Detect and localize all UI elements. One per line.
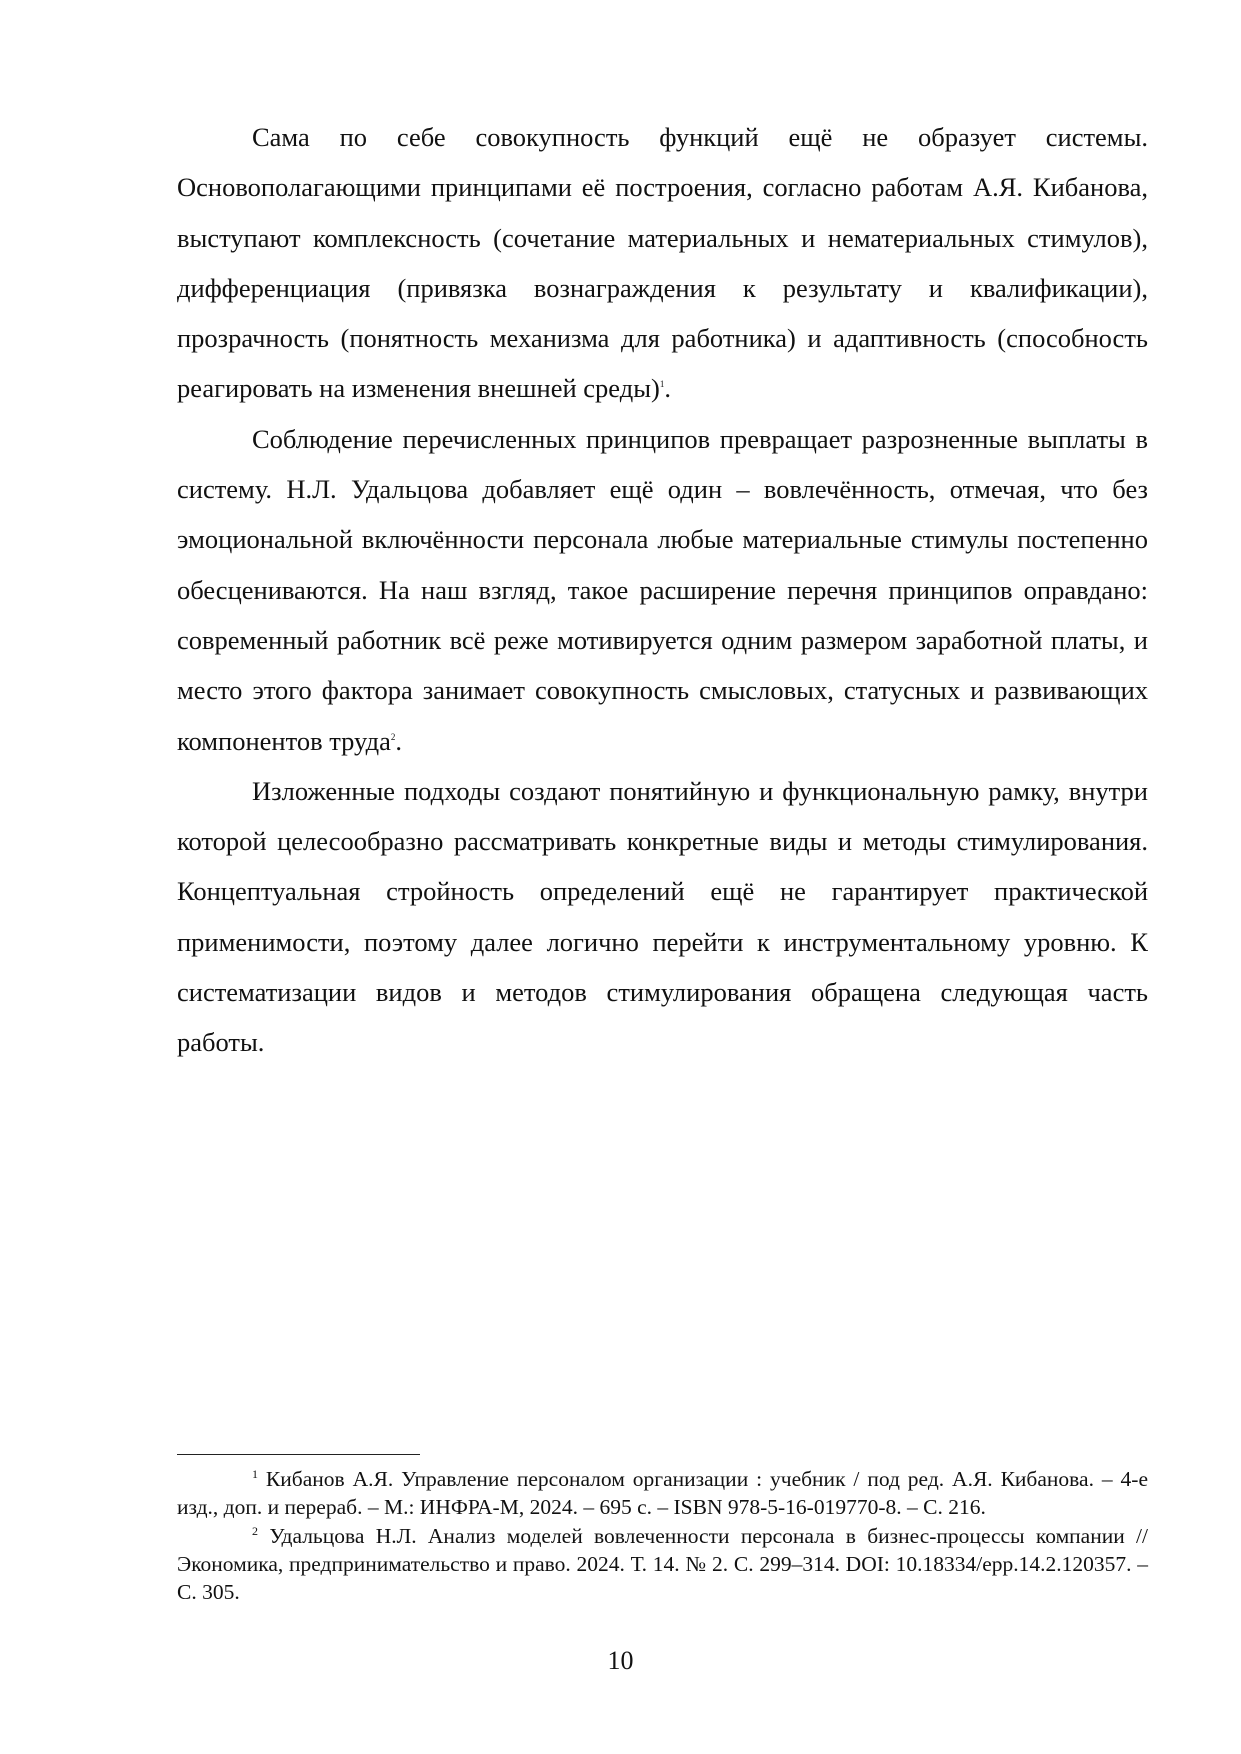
- footnotes-section: [177, 1454, 1148, 1606]
- paragraph-2-tail: .: [395, 725, 402, 756]
- paragraph-1-tail: .: [664, 373, 671, 404]
- paragraph-1: [177, 112, 1148, 414]
- page-number: 10: [607, 1646, 634, 1675]
- footnote-2-number: 2: [252, 1523, 258, 1538]
- footnote-2: [177, 1522, 1148, 1607]
- footnote-ref-2[interactable]: 2: [390, 731, 396, 742]
- paragraph-1-text: Сама по себе совокупность функций ещё не образует системы. Основополагающими принципами её построения, согласно работам А.Я. Кибанова, выступают комплексность (сочетание материальных и нематериальных стимулов), дифференциация (привязка вознаграждения к результату и квалификации), прозрачность (понятность механизма для работника) и адаптивность (способность реагировать на изменения внешней среды): [177, 122, 1148, 404]
- footnote-1-number: 1: [252, 1466, 258, 1481]
- footnote-1-text: Кибанов А.Я. Управление персоналом организации : учебник / под ред. А.Я. Кибанова. – 4-е изд., доп. и перераб. – М.: ИНФРА-М, 2024. – 695 с. – ISBN 978-5-16-019770-8. – С. 216.: [177, 1467, 1148, 1520]
- paragraph-3: [177, 766, 1148, 1068]
- footnote-ref-1[interactable]: 1: [659, 379, 665, 390]
- paragraph-2-text: Соблюдение перечисленных принципов превращает разрозненные выплаты в систему. Н.Л. Удальцова добавляет ещё один – вовлечённость, отмечая, что без эмоциональной включённости персонала любые материальные стимулы постепенно обесцениваются. На наш взгляд, такое расширение перечня принципов оправдано: современный работник всё реже мотивируется одним размером заработной платы, и место этого фактора занимает совокупность смысловых, статусных и развивающих компонентов труда: [177, 423, 1148, 756]
- paragraph-3-text: Изложенные подходы создают понятийную и функциональную рамку, внутри которой целесообразно рассматривать конкретные виды и методы стимулирования. Концептуальная стройность определений ещё не гарантирует практической применимости, поэтому далее логично перейти к инструментальному уровню. К систематизации видов и методов стимулирования обращена следующая часть работы.: [177, 775, 1148, 1058]
- body-text: [177, 112, 1148, 1068]
- paragraph-2: [177, 414, 1148, 766]
- footnote-2-text: Удальцова Н.Л. Анализ моделей вовлеченности персонала в бизнес-процессы компании // Экономика, предпринимательство и право. 2024. Т. 14. № 2. С. 299–314. DOI: 10.18334/epp.14.2.120357. – С. 305.: [177, 1523, 1149, 1605]
- footnote-separator: [177, 1454, 420, 1455]
- footnote-1: [177, 1465, 1148, 1522]
